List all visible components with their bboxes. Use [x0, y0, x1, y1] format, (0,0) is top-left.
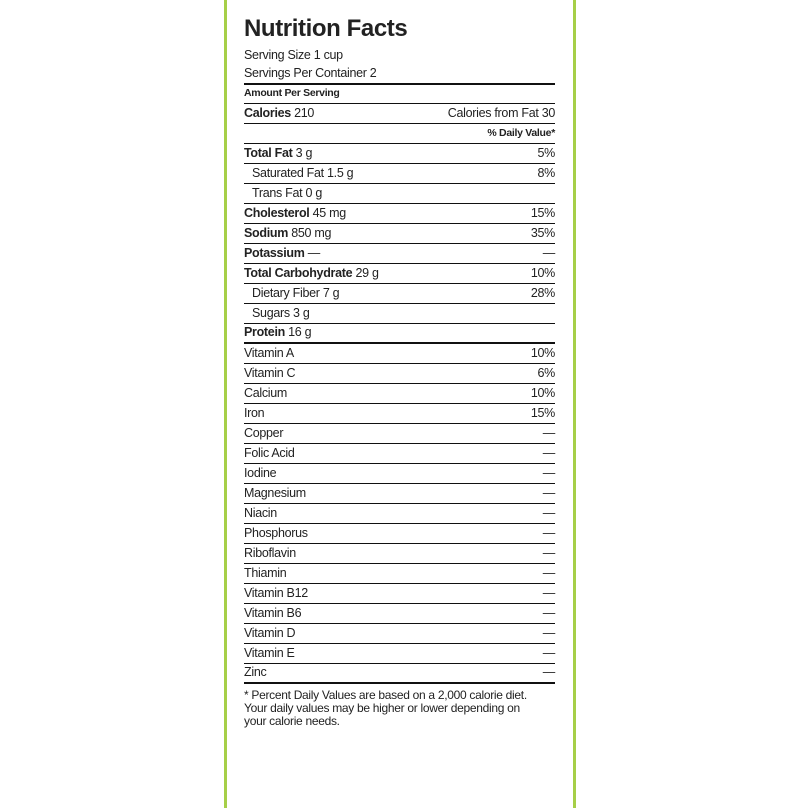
vitamin-list	[244, 344, 555, 684]
nutrient-amount: 7 g	[322, 286, 340, 300]
nutrient-name-cell	[244, 226, 331, 241]
nutrient-amount: 45 mg	[312, 206, 346, 220]
amount-per-serving-text: Amount Per Serving	[244, 87, 340, 99]
vitamin-row	[244, 644, 555, 664]
daily-value-header	[244, 124, 555, 144]
vitamin-daily-value: —	[542, 606, 555, 620]
nutrient-amount: 3 g	[295, 146, 313, 160]
nutrient-amount: 16 g	[288, 325, 312, 339]
nutrient-daily-value: 10%	[530, 266, 555, 280]
vitamin-label: Iron	[244, 406, 265, 420]
vitamin-daily-value: —	[542, 665, 555, 679]
vitamin-daily-value: 15%	[530, 406, 555, 420]
vitamin-row	[244, 524, 555, 544]
vitamin-row	[244, 484, 555, 504]
vitamin-row	[244, 344, 555, 364]
nutrient-daily-value: 15%	[530, 206, 555, 220]
nutrient-amount: 29 g	[355, 266, 379, 280]
calories-row	[244, 104, 555, 124]
nutrient-row	[244, 264, 555, 284]
vitamin-label: Vitamin B12	[244, 586, 308, 600]
nutrient-row	[244, 144, 555, 164]
nutrient-daily-value: 28%	[530, 286, 555, 300]
vitamin-label: Calcium	[244, 386, 288, 400]
nutrient-label: Total Fat	[244, 146, 293, 160]
calories-cell	[244, 106, 314, 121]
calories-from-fat: Calories from Fat 30	[447, 106, 555, 120]
nutrient-label: Total Carbohydrate	[244, 266, 353, 280]
nutrient-amount: 3 g	[293, 306, 310, 320]
vitamin-row	[244, 624, 555, 644]
vitamin-label: Iodine	[244, 466, 277, 480]
nutrient-row	[244, 324, 555, 344]
nutrient-label: Saturated Fat	[252, 166, 324, 180]
vitamin-label: Vitamin C	[244, 366, 296, 380]
label-title: Nutrition Facts	[244, 15, 408, 42]
nutrient-row	[244, 204, 555, 224]
vitamin-row	[244, 504, 555, 524]
nutrient-label: Sugars	[252, 306, 290, 320]
vitamin-row	[244, 444, 555, 464]
vitamin-label: Zinc	[244, 665, 267, 679]
nutrient-name-cell	[252, 286, 339, 301]
vitamin-daily-value: 6%	[537, 366, 555, 380]
nutrient-daily-value: 35%	[530, 226, 555, 240]
vitamin-daily-value: —	[542, 646, 555, 660]
nutrient-row	[244, 184, 555, 204]
nutrient-amount: 0 g	[305, 186, 322, 200]
nutrient-label: Protein	[244, 325, 285, 339]
nutrition-label	[244, 12, 555, 728]
vitamin-label: Vitamin A	[244, 346, 294, 360]
vitamin-row	[244, 464, 555, 484]
nutrient-name-cell	[244, 266, 379, 281]
nutrient-label: Potassium	[244, 246, 305, 260]
serving-size	[244, 45, 555, 65]
vitamin-label: Niacin	[244, 506, 277, 520]
vitamin-label: Thiamin	[244, 566, 287, 580]
vitamin-row	[244, 564, 555, 584]
vitamin-daily-value: —	[542, 526, 555, 540]
vitamin-row	[244, 604, 555, 624]
vitamin-label: Riboflavin	[244, 546, 296, 560]
vitamin-label: Vitamin D	[244, 626, 296, 640]
vitamin-daily-value: —	[542, 566, 555, 580]
vitamin-label: Vitamin E	[244, 646, 295, 660]
vitamin-daily-value: —	[542, 486, 555, 500]
calories-value: 210	[294, 106, 315, 120]
vitamin-label: Folic Acid	[244, 446, 295, 460]
vitamin-daily-value: —	[542, 426, 555, 440]
vitamin-daily-value: 10%	[530, 386, 555, 400]
vitamin-daily-value: —	[542, 546, 555, 560]
vitamin-label: Phosphorus	[244, 526, 308, 540]
vitamin-daily-value: —	[542, 446, 555, 460]
nutrient-amount: 850 mg	[291, 226, 332, 240]
amount-per-serving	[244, 85, 555, 104]
vitamin-row	[244, 664, 555, 684]
vitamin-label: Magnesium	[244, 486, 306, 500]
nutrient-amount: —	[307, 246, 320, 260]
vitamin-row	[244, 544, 555, 564]
nutrient-label: Trans Fat	[252, 186, 303, 200]
nutrient-daily-value: 8%	[537, 166, 555, 180]
nutrient-name-cell	[252, 186, 322, 201]
vitamin-row	[244, 424, 555, 444]
nutrient-name-cell	[244, 146, 312, 161]
vitamin-daily-value: —	[542, 506, 555, 520]
footnote: * Percent Daily Values are based on a 2,000 calorie diet. Your daily values may be higher or lower depending on your calorie needs.	[244, 688, 527, 728]
nutrient-row	[244, 284, 555, 304]
daily-value-header-text: % Daily Value*	[487, 127, 555, 139]
vitamin-daily-value: —	[542, 466, 555, 480]
nutrient-row	[244, 304, 555, 324]
vitamin-label: Vitamin B6	[244, 606, 302, 620]
vitamin-daily-value: —	[542, 586, 555, 600]
vitamin-daily-value: —	[542, 626, 555, 640]
nutrient-list	[244, 144, 555, 344]
nutrient-row	[244, 164, 555, 184]
vitamin-row	[244, 384, 555, 404]
nutrient-name-cell	[244, 206, 346, 221]
nutrient-name-cell	[244, 246, 320, 261]
vitamin-row	[244, 404, 555, 424]
nutrient-name-cell	[252, 166, 353, 181]
vitamin-row	[244, 584, 555, 604]
nutrient-label: Dietary Fiber	[252, 286, 320, 300]
nutrient-row	[244, 224, 555, 244]
nutrient-label: Cholesterol	[244, 206, 310, 220]
nutrient-name-cell	[252, 306, 309, 321]
vitamin-label: Copper	[244, 426, 284, 440]
vitamin-daily-value: 10%	[530, 346, 555, 360]
nutrient-daily-value: —	[542, 246, 555, 260]
nutrient-name-cell	[244, 325, 311, 340]
nutrient-amount: 1.5 g	[327, 166, 354, 180]
nutrient-row	[244, 244, 555, 264]
vitamin-row	[244, 364, 555, 384]
calories-label: Calories	[244, 106, 291, 120]
serving-size-text: Serving Size 1 cup	[244, 48, 343, 62]
servings-per-container	[244, 65, 555, 85]
servings-per-container-text: Servings Per Container 2	[244, 66, 377, 80]
nutrient-label: Sodium	[244, 226, 289, 240]
nutrient-daily-value: 5%	[537, 146, 555, 160]
